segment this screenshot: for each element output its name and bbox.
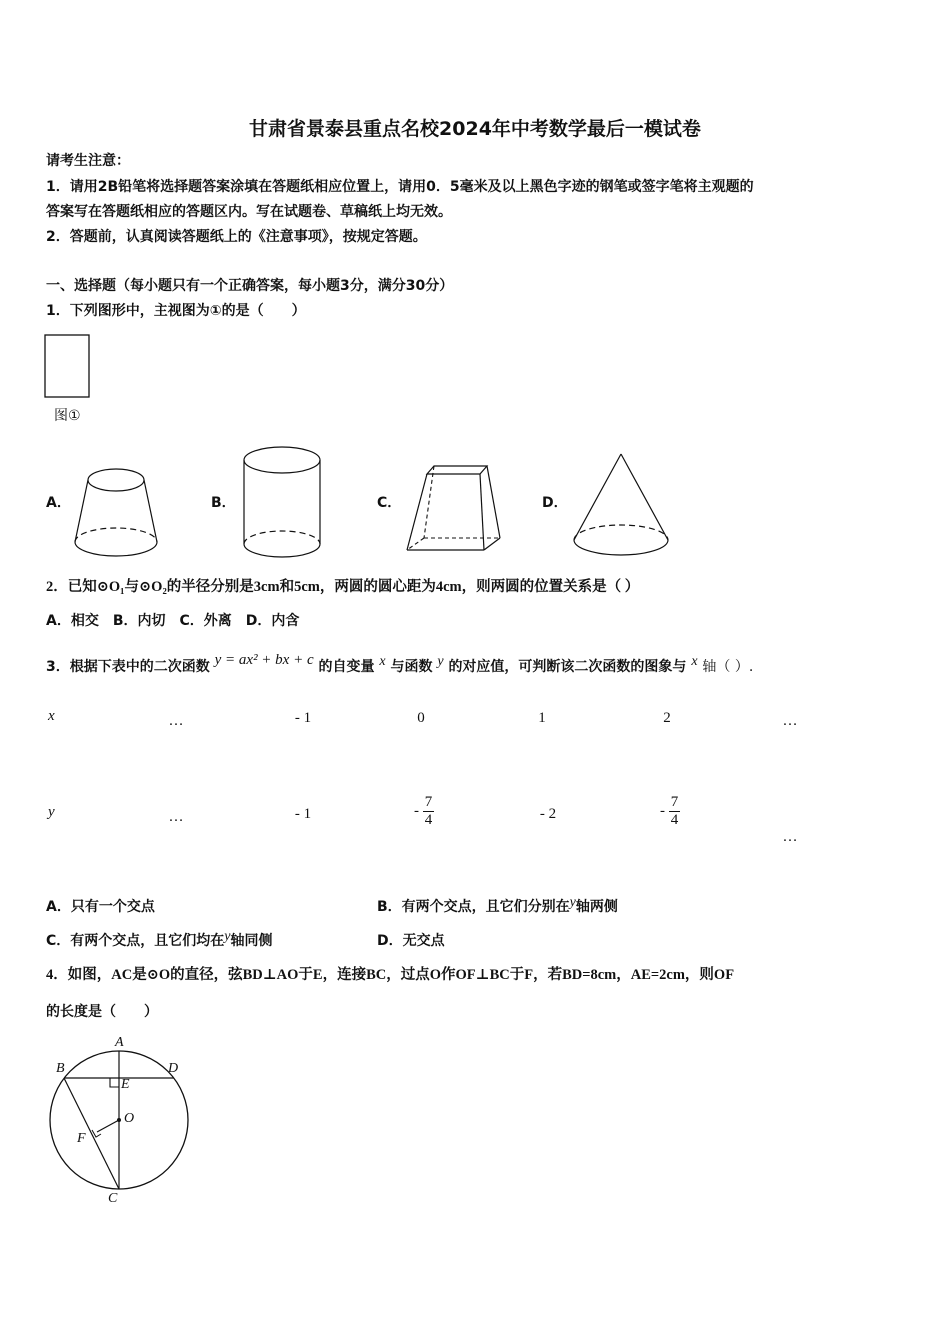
point-label-o: O — [124, 1111, 135, 1126]
table-x-value-2: - 1 — [294, 710, 312, 726]
point-label-c: C — [108, 1191, 118, 1206]
point-label-d: D — [168, 1061, 179, 1076]
q3-stem-part-1: 3．根据下表中的二次函数 — [46, 659, 210, 675]
q3-var-y: y — [437, 654, 444, 669]
fraction-sign: - — [660, 803, 665, 819]
q3-option-b-part-2: 轴两侧 — [575, 899, 618, 915]
notice-item-2: 2．答题前，认真阅读答题纸上的《注意事项》，按规定答题。 — [46, 229, 427, 245]
q3-option-d: D．无交点 — [377, 933, 445, 949]
fraction-numerator: 7 — [424, 794, 433, 810]
section-heading: 一、选择题（每小题只有一个正确答案，每小题3分，满分30分） — [46, 278, 454, 294]
q3-stem-part-4: 的对应值，可判断该二次函数的图象与 — [448, 659, 687, 675]
point-label-b: B — [56, 1061, 65, 1076]
table-y-value-6: … — [782, 829, 798, 845]
table-y-label: y — [48, 804, 55, 820]
q3-stem-part-2: 的自变量 — [318, 659, 375, 675]
cylinder-icon — [240, 444, 326, 566]
table-x-value-6: … — [782, 713, 798, 729]
fraction-denominator: 4 — [670, 812, 679, 828]
circle-geometry-figure — [44, 1034, 194, 1206]
point-label-f: F — [77, 1131, 86, 1146]
table-y-value-5 — [660, 794, 680, 829]
frustum-cone-icon — [72, 462, 162, 562]
question-3-stem — [46, 652, 754, 678]
table-x-value-4: 1 — [538, 710, 546, 726]
table-y-value-2: - 1 — [294, 806, 312, 822]
table-y-value-1: … — [168, 809, 184, 825]
notice-item-1-line-2: 答案写在答题纸相应的答题区内。写在试题卷、草稿纸上均无效。 — [46, 204, 452, 220]
fraction-denominator: 4 — [424, 812, 433, 828]
question-4-stem-line-1: 4．如图，AC是⊙O的直径，弦BD⊥AO于E，连接BC，过点O作OF⊥BC于F，若BD=8cm，AE=2cm，则OF — [46, 967, 735, 983]
q1-option-c-label: C． — [377, 495, 402, 511]
notice-heading: 请考生注意： — [46, 153, 130, 169]
fraction-sign: - — [414, 803, 419, 819]
q3-stem-part-3: 与函数 — [390, 659, 433, 675]
figure-1-rectangle — [44, 334, 94, 400]
page-title: 甘肃省景泰县重点名校2024年中考数学最后一模试卷 — [249, 118, 701, 140]
fraction — [423, 794, 435, 829]
q3-option-c-part-2: 轴同侧 — [230, 933, 273, 949]
table-x-value-3: 0 — [417, 710, 425, 726]
table-x-value-5: 2 — [663, 710, 671, 726]
question-4-stem-line-2: 的长度是（ ） — [46, 1004, 158, 1020]
question-2-options: A．相交 B．内切 C．外离 D．内含 — [46, 613, 300, 629]
q3-var-x-2: x — [691, 654, 698, 669]
table-x-value-1: … — [168, 713, 184, 729]
q3-option-b — [377, 897, 618, 918]
q3-option-b-part-1: B．有两个交点，且它们分别在 — [377, 899, 570, 915]
q3-option-c-var: y — [224, 929, 231, 944]
q3-option-c-part-1: C．有两个交点，且它们均在 — [46, 933, 225, 949]
point-label-a: A — [115, 1035, 124, 1050]
q3-option-c — [46, 931, 273, 952]
question-2-stem: 2．已知⊙O₁与⊙O₂的半径分别是3cm和5cm，两圆的圆心距为4cm，则两圆的位置关系是（ ） — [46, 579, 640, 595]
q1-option-d-label: D． — [542, 495, 568, 511]
q3-function: y = ax² + bx + c — [214, 652, 314, 668]
table-y-value-4: - 2 — [539, 806, 557, 822]
question-1-stem: 1．下列图形中，主视图为①的是（ ） — [46, 303, 306, 319]
notice-item-1-line-1: 1．请用2B铅笔将选择题答案涂填在答题纸相应位置上，请用0．5毫米及以上黑色字迹的钢笔或签字笔将主观题的 — [46, 179, 754, 195]
fraction — [669, 794, 681, 829]
q3-var-x: x — [379, 654, 386, 669]
table-y-value-3 — [414, 794, 434, 829]
q1-option-b-label: B． — [211, 495, 236, 511]
table-x-label: x — [48, 708, 55, 724]
q3-stem-part-5: 轴（ ）. — [702, 659, 754, 675]
fraction-numerator: 7 — [670, 794, 679, 810]
figure-1-caption: 图① — [54, 408, 81, 424]
q1-option-a-label: A． — [46, 495, 71, 511]
frustum-prism-icon — [402, 462, 506, 558]
q3-option-b-var: y — [569, 895, 576, 910]
cone-icon — [570, 450, 674, 562]
q3-option-a: A．只有一个交点 — [46, 899, 155, 915]
point-label-e: E — [121, 1077, 130, 1092]
